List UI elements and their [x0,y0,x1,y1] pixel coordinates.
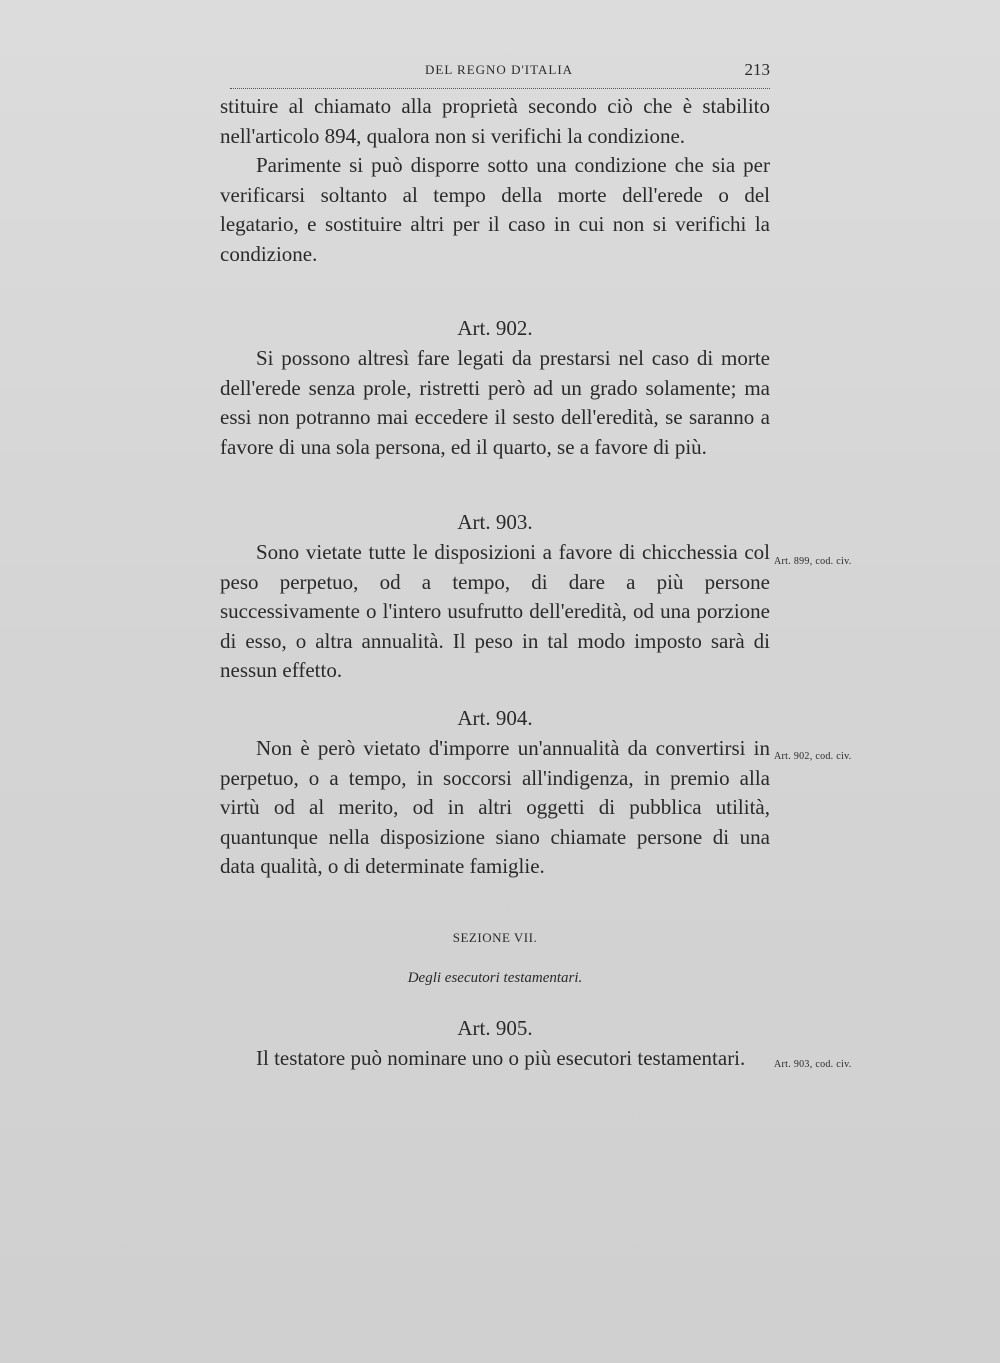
article-902-heading: Art. 902. [457,316,533,340]
article-905-body [220,1044,770,1074]
continuation-text [220,92,770,269]
article-904-body [220,734,770,882]
article-902-body [220,344,770,462]
article-904-text: Non è però vietato d'imporre un'annualità da convertirsi in perpetuo, o a tempo, in soccorsi all'indigenza, in premio alla virtù od al merito, od in altri oggetti di pubblica utilità, quantunque nella disposizione siano chiamate persone di una data qualità, o di determinate famiglie. [220,736,770,878]
article-904-side-note: Art. 902, cod. civ. [774,751,852,762]
article-903-side-note: Art. 899, cod. civ. [774,556,852,567]
article-903-heading: Art. 903. [457,510,533,534]
article-904-heading: Art. 904. [457,706,533,730]
page-number: 213 [744,60,770,79]
running-head: DEL REGNO D'ITALIA [425,62,574,77]
article-905-side-note: Art. 903, cod. civ. [774,1059,852,1070]
section-subtitle: Degli esecutori testamentari. [407,970,583,986]
page-header [230,58,770,89]
section-title: SEZIONE VII. [452,930,538,945]
article-902-text: Si possono altresì fare legati da prestarsi nel caso di morte dell'erede senza prole, ristretti però ad un grado solamente; ma essi non potranno mai eccedere il sesto dell'eredità, se saranno a favore di una sola persona, ed il quarto, se a favore di più. [220,346,770,459]
article-905-heading: Art. 905. [457,1016,533,1040]
article-903-text: Sono vietate tutte le disposizioni a favore di chicchessia col peso perpetuo, od a tempo, di dare a più persone successivamente o l'intero usufrutto dell'eredità, od una porzione di esso, o altra annualità. Il peso in tal modo imposto sarà di nessun effetto. [220,540,770,682]
article-905-text: Il testatore può nominare uno o più esecutori testamentari. [256,1046,746,1070]
continuation-paragraph: stituire al chiamato alla proprietà secondo ciò che è stabilito nell'articolo 894, qualora non si verifichi la condizione. [220,94,770,148]
paragraph-parimente: Parimente si può disporre sotto una condizione che sia per verificarsi soltanto al tempo della morte dell'erede o del legatario, e sostituire altri per il caso in cui non si verifichi la condizione. [220,153,770,266]
article-903-body [220,538,770,686]
